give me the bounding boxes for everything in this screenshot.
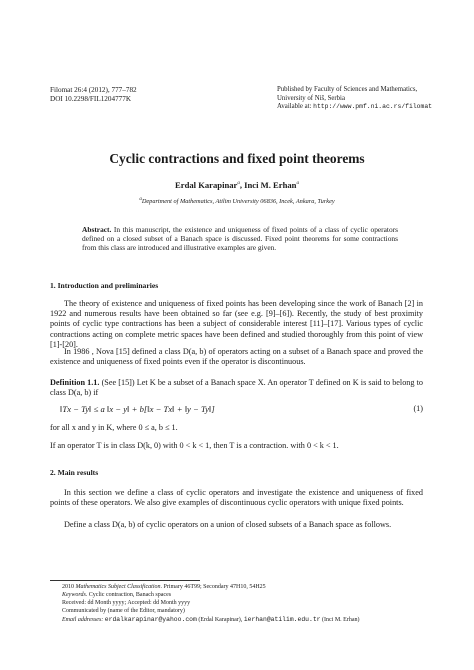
- paragraph: In this section we define a class of cyclic operators and investigate the existence and uniqueness of fixed points of these operators. We also give examples of discontinuous cyclic operators with unique fixed points.: [50, 488, 423, 508]
- footnote-keywords: Keywords. Cyclic contraction, Banach spaces: [62, 591, 172, 598]
- paragraph: Define a class D(a, b) of cyclic operators on a union of closed subsets of a Banach space as follows.: [64, 520, 392, 529]
- abstract-label: Abstract.: [82, 225, 112, 234]
- author-name: Inci M. Erhan: [244, 180, 297, 190]
- author-name: Erdal Karapinar: [175, 180, 238, 190]
- author-list: Erdal Karapinar$^a$, Inci M. Erhan$^a$: [175, 180, 299, 190]
- journal-doi: DOI 10.2298/FIL1204777K: [50, 95, 132, 104]
- publisher-university: University of Niš, Serbia: [277, 94, 345, 102]
- paragraph: for all x and y in K, where 0 ≤ a, b ≤ 1.: [50, 423, 178, 432]
- publisher-line: Published by Faculty of Sciences and Mathematics,: [277, 86, 418, 93]
- publisher-info: [277, 86, 432, 112]
- definition-text: (See [15]) Let K be a subset of a Banach space X. An operator T defined on K is said to belong to class D(a, b) if: [50, 378, 423, 398]
- footnote-divider: [50, 580, 200, 581]
- footnote-communicated: Communicated by (name of the Editor, mandatory): [62, 607, 185, 614]
- definition-label: Definition 1.1.: [50, 378, 100, 387]
- affiliation: $^a$Department of Mathematics, Atilim University 06836, Incek, Ankara, Turkey: [139, 197, 335, 206]
- footnote-emails: Email addresses: erdalkarapinar@yahoo.com (Erdal Karapinar), ierhan@atilim.edu.tr (Inci M. Erhan): [62, 615, 360, 623]
- abstract-text: In this manuscript, the existence and uniqueness of fixed points of a class of cyclic operators defined on a closed subset of a Banach space is discussed. Fixed point theorems for some contractions from this class are introduced and illustrative examples are given.: [82, 225, 398, 253]
- paragraph: If an operator T is in class D(k, 0) with 0 < k < 1, then T is a contraction. with 0 < k < 1.: [50, 441, 339, 450]
- publisher-availability: Available at: http://www.pmf.ni.ac.rs/filomat: [277, 103, 432, 111]
- equation: ‖Tx − Ty‖ ≤ a ‖x − y‖ + b[‖x − Tx‖ + ‖y − Ty‖]: [60, 404, 215, 414]
- equation-number: (1): [413, 404, 423, 413]
- paper-title: Cyclic contractions and fixed point theorems: [109, 151, 365, 166]
- footnote-received: Received: dd Month yyyy; Accepted: dd Month yyyy: [62, 599, 191, 606]
- section-heading: 1. Introduction and preliminaries: [50, 281, 159, 290]
- paragraph: The theory of existence and uniqueness of fixed points has been developing since the work of Banach [2] in 1922 and numerous results have been obtained so far (see e.g. [9]–[6]). Recently, the study of best proximity points of cyclic type contractions has been a subject of considerable interest [11]–[17]. Various types of cyclic contractions acting on complete metric spaces have been defined and studied thoroughly from this point of view [1]-[20].: [50, 299, 423, 349]
- paragraph: In 1986 , Nova [15] defined a class D(a, b) of operators acting on a subset of a Banach space and proved the existence and uniqueness of fixed points even if the operator is discontinuous.: [50, 347, 423, 367]
- journal-url-link[interactable]: http://www.pmf.ni.ac.rs/filomat: [313, 103, 432, 111]
- journal-citation: [50, 86, 137, 104]
- email-link[interactable]: ierhan@atilim.edu.tr: [243, 615, 321, 623]
- definition: [50, 378, 423, 398]
- footnote-msc: 2010 Mathematics Subject Classification. Primary 46T99; Secondary 47H10, 54H25: [62, 584, 266, 590]
- footnotes: [62, 584, 442, 625]
- section-heading: 2. Main results: [50, 468, 99, 477]
- abstract: [82, 225, 398, 252]
- email-link[interactable]: erdalkarapinar@yahoo.com: [104, 615, 197, 623]
- journal-volume: Filomat 26:4 (2012), 777–782: [50, 86, 137, 94]
